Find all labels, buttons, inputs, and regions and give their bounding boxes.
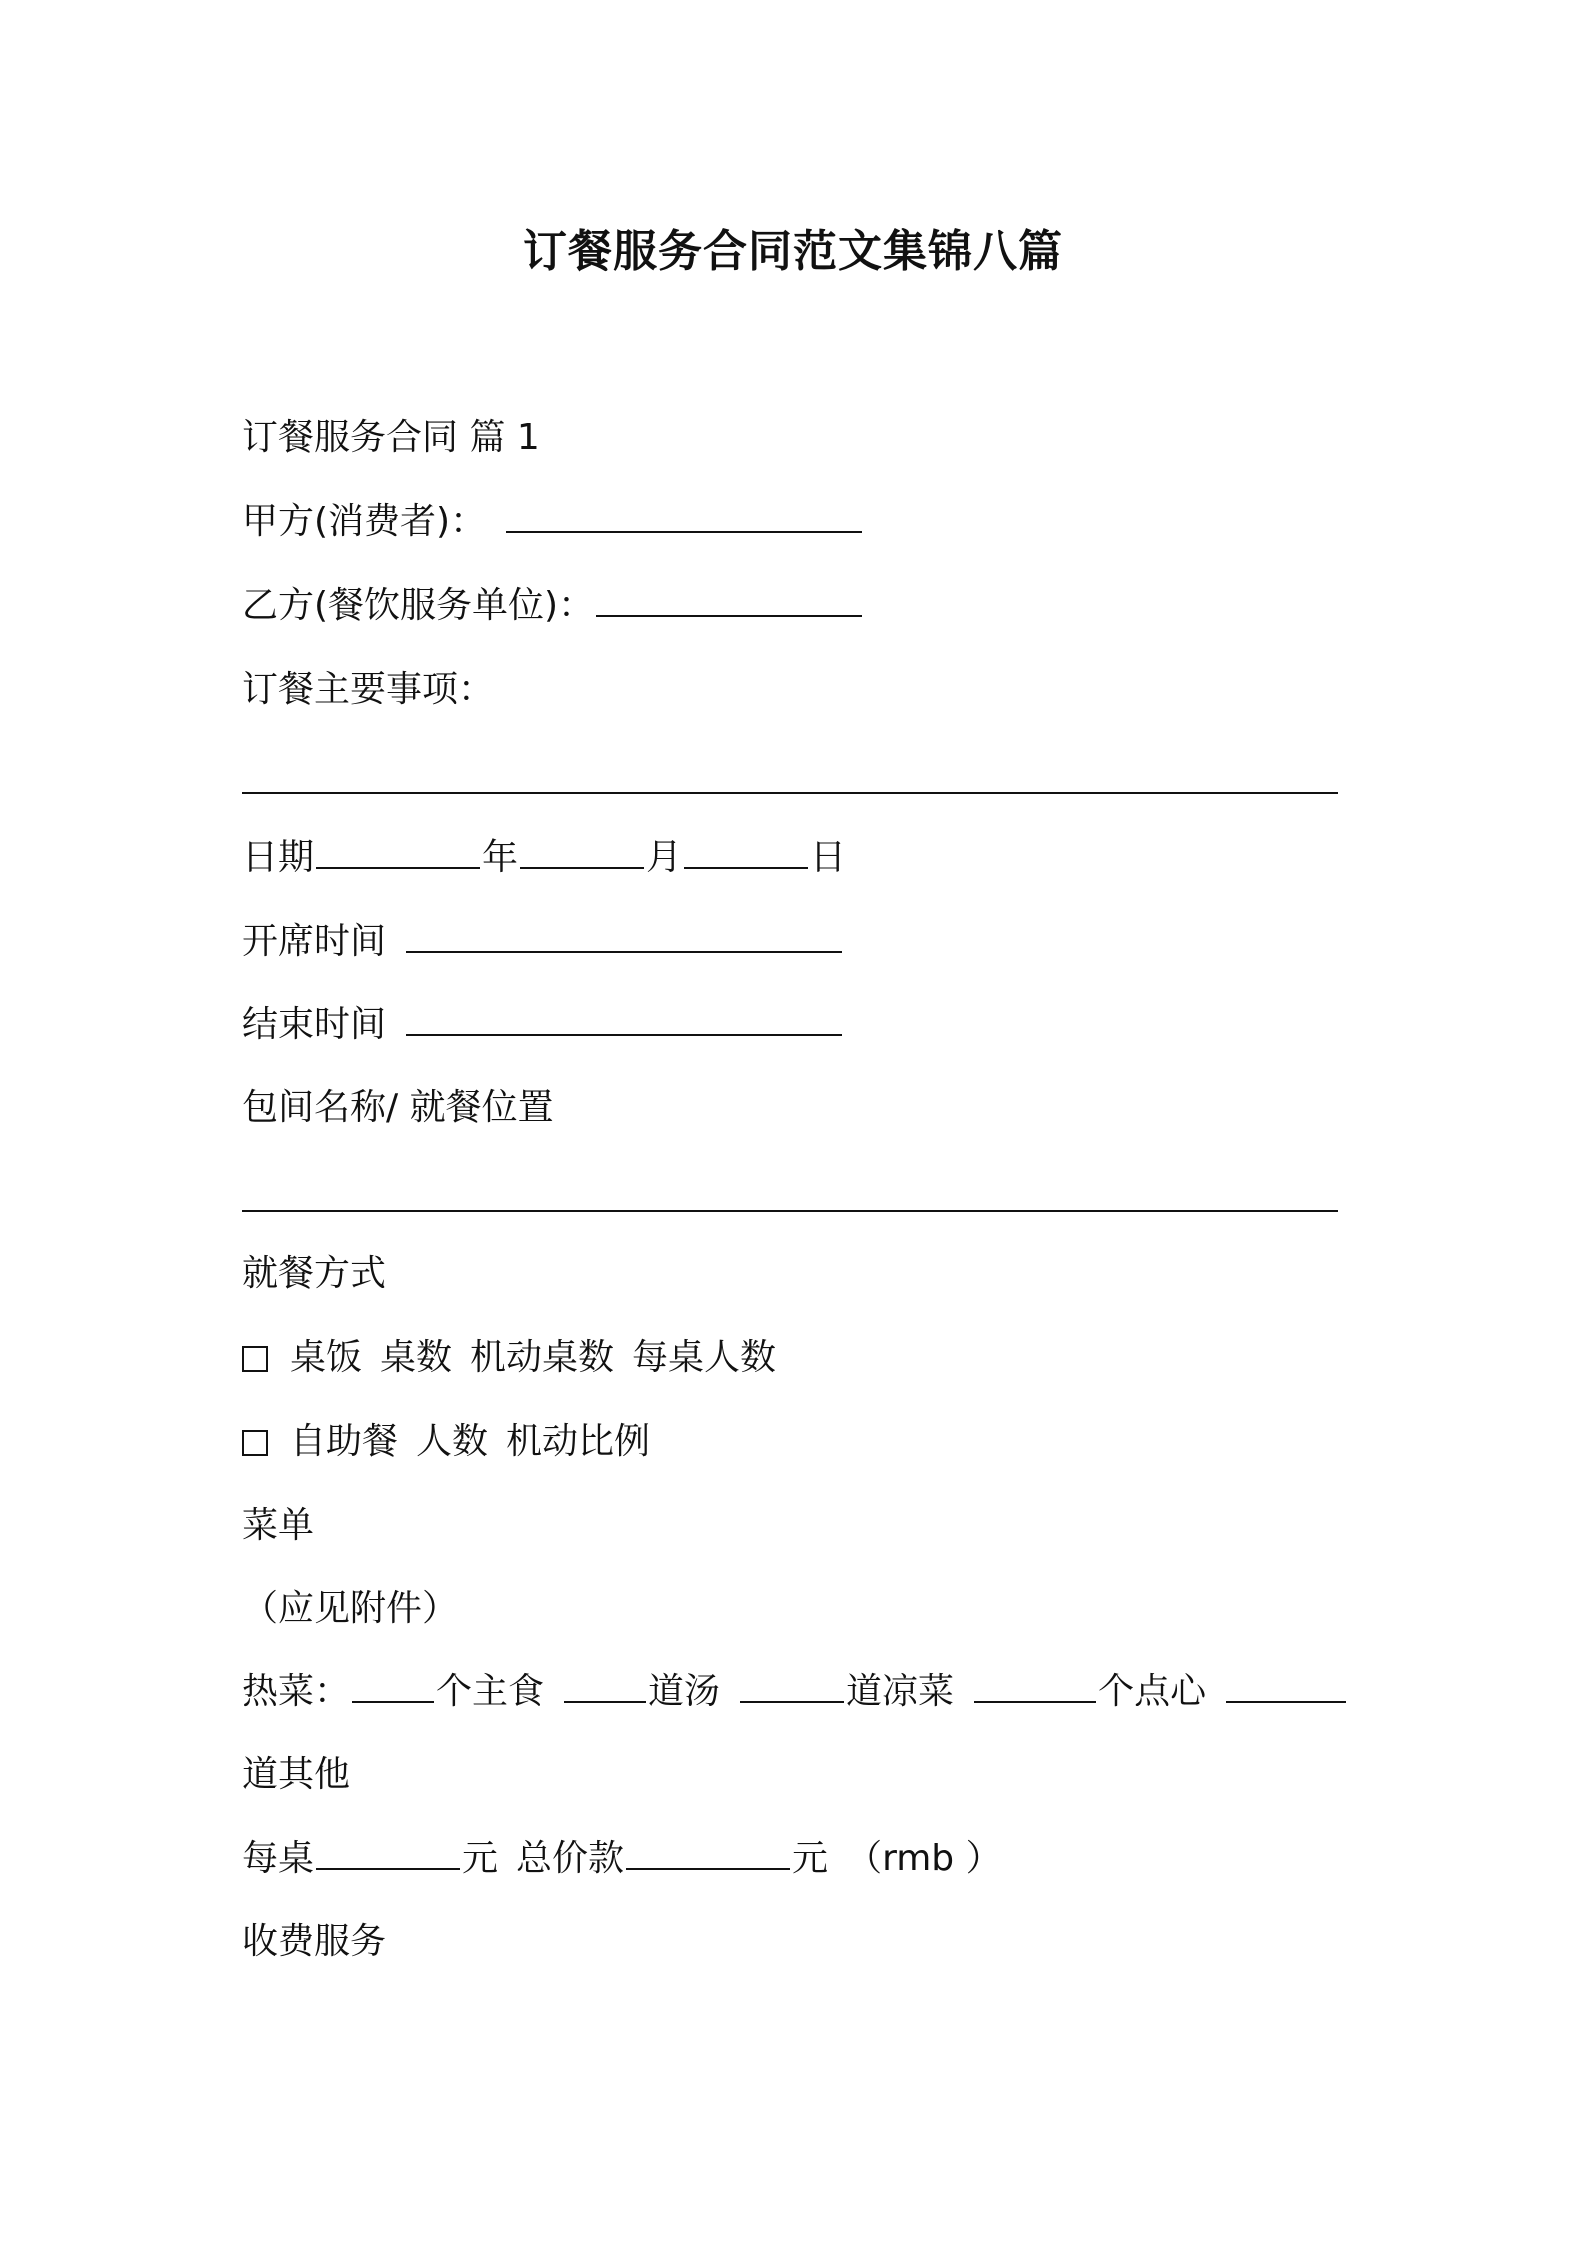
- dishes-line: [242, 1668, 1348, 1716]
- date-line: [242, 834, 846, 882]
- year-label: 年: [482, 837, 519, 878]
- party-b-label: 乙方(餐饮服务单位)：: [242, 585, 595, 626]
- start-time-line: [242, 918, 844, 966]
- people-count-label: 人数: [416, 1421, 489, 1462]
- main-food-label: 个主食: [436, 1671, 545, 1712]
- total-price-label: 总价款: [516, 1838, 625, 1879]
- party-a-label: 甲方(消费者)：: [242, 501, 487, 542]
- menu-note: （应见附件）: [242, 1588, 459, 1629]
- price-line: [242, 1835, 1002, 1883]
- spare-table-label: 机动桌数: [470, 1337, 615, 1378]
- month-blank[interactable]: [520, 837, 644, 869]
- option-table-line: [242, 1334, 776, 1382]
- option-buffet-line: [242, 1418, 650, 1466]
- start-time-label: 开席时间: [242, 921, 387, 962]
- buffet-label: 自助餐: [290, 1421, 399, 1462]
- currency-label: （rmb ）: [846, 1838, 1002, 1879]
- per-table-price-blank[interactable]: [316, 1838, 460, 1870]
- table-meal-label: 桌饭: [290, 1337, 363, 1378]
- people-per-table-label: 每桌人数: [632, 1337, 777, 1378]
- party-a-line: [242, 498, 864, 546]
- other-dish-label: 道其他: [242, 1754, 351, 1795]
- party-b-line: [242, 582, 864, 630]
- end-time-label: 结束时间: [242, 1004, 387, 1045]
- document-title: 订餐服务合同范文集锦八篇: [523, 226, 1063, 277]
- soup-blank[interactable]: [740, 1671, 844, 1703]
- day-blank[interactable]: [684, 837, 808, 869]
- cold-dish-label: 道凉菜: [846, 1671, 955, 1712]
- table-count-label: 桌数: [380, 1337, 453, 1378]
- dining-method-label: 就餐方式: [242, 1253, 387, 1294]
- day-label: 日: [810, 837, 847, 878]
- soup-label: 道汤: [648, 1671, 721, 1712]
- room-blank[interactable]: [242, 1210, 1338, 1212]
- room-label: 包间名称/ 就餐位置: [242, 1087, 554, 1128]
- hot-dish-blank[interactable]: [352, 1671, 434, 1703]
- total-price-blank[interactable]: [626, 1838, 790, 1870]
- yuan-label-1: 元: [462, 1838, 499, 1879]
- year-blank[interactable]: [316, 837, 480, 869]
- buffet-checkbox[interactable]: [242, 1430, 268, 1456]
- menu-label: 菜单: [242, 1505, 315, 1546]
- spare-ratio-label: 机动比例: [506, 1421, 651, 1462]
- month-label: 月: [646, 837, 683, 878]
- end-time-line: [242, 1001, 844, 1049]
- yuan-label-2: 元: [792, 1838, 829, 1879]
- main-food-blank[interactable]: [564, 1671, 646, 1703]
- charged-services-label: 收费服务: [242, 1921, 387, 1962]
- cold-dish-blank[interactable]: [974, 1671, 1096, 1703]
- start-time-blank[interactable]: [406, 921, 842, 953]
- main-items-blank[interactable]: [242, 792, 1338, 794]
- snack-blank[interactable]: [1226, 1671, 1346, 1703]
- end-time-blank[interactable]: [406, 1004, 842, 1036]
- table-meal-checkbox[interactable]: [242, 1346, 268, 1372]
- section-heading: 订餐服务合同 篇 1: [242, 417, 540, 458]
- snack-label: 个点心: [1098, 1671, 1207, 1712]
- main-items-label: 订餐主要事项：: [242, 669, 495, 710]
- per-table-label: 每桌: [242, 1838, 315, 1879]
- party-b-blank[interactable]: [596, 585, 862, 617]
- hot-dish-label: 热菜：: [242, 1671, 351, 1712]
- party-a-blank[interactable]: [506, 501, 862, 533]
- date-label: 日期: [242, 837, 315, 878]
